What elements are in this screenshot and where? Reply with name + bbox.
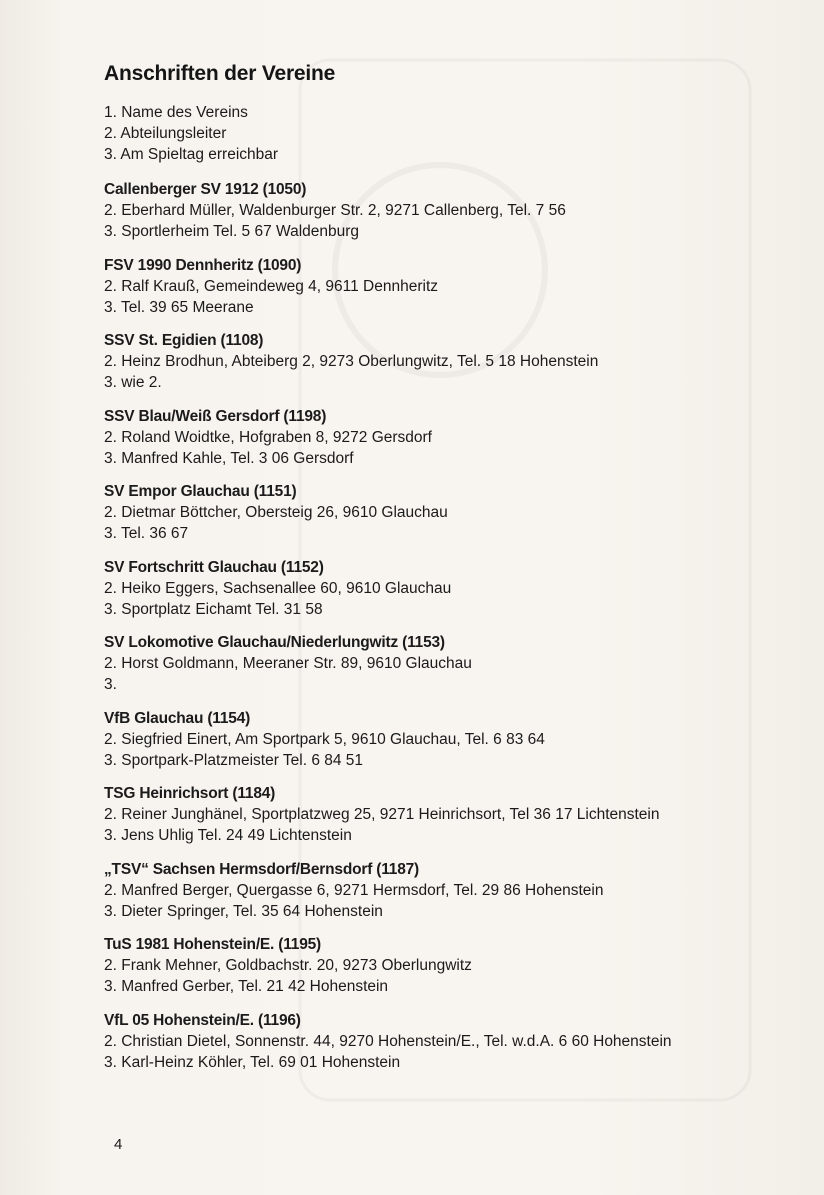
club-entry <box>104 330 784 393</box>
club-name: SSV Blau/Weiß Gersdorf (1198) <box>104 407 327 425</box>
club-entry <box>104 406 784 469</box>
club-name: SV Empor Glauchau (1151) <box>104 483 297 500</box>
page-title: Anschriften der Vereine <box>104 62 336 85</box>
club-name: VfB Glauchau (1154) <box>104 709 251 727</box>
club-name: FSV 1990 Dennheritz (1090) <box>104 256 302 274</box>
club-contact: 3. Karl-Heinz Köhler, Tel. 69 01 Hohenstein <box>104 1053 401 1071</box>
club-leader: 2. Siegfried Einert, Am Sportpark 5, 9610 Glauchau, Tel. 6 83 64 <box>104 730 545 748</box>
club-leader: 2. Heinz Brodhun, Abteiberg 2, 9273 Oberlungwitz, Tel. 5 18 Hohenstein <box>104 353 599 370</box>
club-name: Callenberger SV 1912 (1050) <box>104 181 307 198</box>
club-leader: 2. Christian Dietel, Sonnenstr. 44, 9270 Hohenstein/E., Tel. w.d.A. 6 60 Hohenstein <box>104 1032 672 1050</box>
legend <box>104 102 784 165</box>
club-contact: 3. Sportlerheim Tel. 5 67 Waldenburg <box>104 223 360 240</box>
club-entry <box>104 1010 784 1073</box>
club-leader: 2. Dietmar Böttcher, Obersteig 26, 9610 Glauchau <box>104 504 448 521</box>
club-contact: 3. Jens Uhlig Tel. 24 49 Lichtenstein <box>104 827 352 844</box>
club-name: SSV St. Egidien (1108) <box>104 332 264 349</box>
club-leader: 2. Horst Goldmann, Meeraner Str. 89, 9610 Glauchau <box>104 655 472 672</box>
club-contact: 3. Tel. 39 65 Meerane <box>104 298 254 316</box>
club-leader: 2. Eberhard Müller, Waldenburger Str. 2, 9271 Callenberg, Tel. 7 56 <box>104 202 566 219</box>
club-contact: 3. <box>104 676 117 693</box>
club-entry <box>104 783 784 846</box>
club-entry <box>104 557 784 620</box>
club-leader: 2. Roland Woidtke, Hofgraben 8, 9272 Gersdorf <box>104 428 432 446</box>
club-name: TuS 1981 Hohenstein/E. (1195) <box>104 936 322 953</box>
club-entry <box>104 708 784 771</box>
club-name: „TSV“ Sachsen Hermsdorf/Bernsdorf (1187) <box>104 860 420 878</box>
club-entry <box>104 632 784 695</box>
club-contact: 3. Tel. 36 67 <box>104 525 189 542</box>
club-contact: 3. Sportpark-Platzmeister Tel. 6 84 51 <box>104 751 364 769</box>
club-contact: 3. wie 2. <box>104 374 162 391</box>
club-name: VfL 05 Hohenstein/E. (1196) <box>104 1011 301 1029</box>
club-entry <box>104 255 784 318</box>
club-leader: 2. Heiko Eggers, Sachsenallee 60, 9610 Glauchau <box>104 579 452 597</box>
club-entry <box>104 179 784 242</box>
legend-item: 3. Am Spieltag erreichbar <box>104 146 279 163</box>
club-contact: 3. Manfred Gerber, Tel. 21 42 Hohenstein <box>104 978 389 995</box>
club-entry <box>104 934 784 997</box>
club-name: SV Lokomotive Glauchau/Niederlungwitz (1153) <box>104 634 445 651</box>
club-leader: 2. Ralf Krauß, Gemeindeweg 4, 9611 Dennheritz <box>104 277 439 295</box>
club-leader: 2. Manfred Berger, Quergasse 6, 9271 Hermsdorf, Tel. 29 86 Hohenstein <box>104 881 604 899</box>
club-entry <box>104 859 784 922</box>
club-name: TSG Heinrichsort (1184) <box>104 785 276 802</box>
page-number: 4 <box>114 1136 123 1153</box>
club-contact: 3. Manfred Kahle, Tel. 3 06 Gersdorf <box>104 449 354 467</box>
club-entry <box>104 481 784 544</box>
legend-item: 2. Abteilungsleiter <box>104 125 227 142</box>
legend-item: 1. Name des Vereins <box>104 104 248 121</box>
club-leader: 2. Reiner Junghänel, Sportplatzweg 25, 9271 Heinrichsort, Tel 36 17 Lichtenstein <box>104 806 660 823</box>
address-list <box>104 62 784 1085</box>
club-leader: 2. Frank Mehner, Goldbachstr. 20, 9273 Oberlungwitz <box>104 957 472 974</box>
club-contact: 3. Dieter Springer, Tel. 35 64 Hohenstein <box>104 902 383 920</box>
club-name: SV Fortschritt Glauchau (1152) <box>104 558 324 576</box>
club-contact: 3. Sportplatz Eichamt Tel. 31 58 <box>104 600 323 618</box>
